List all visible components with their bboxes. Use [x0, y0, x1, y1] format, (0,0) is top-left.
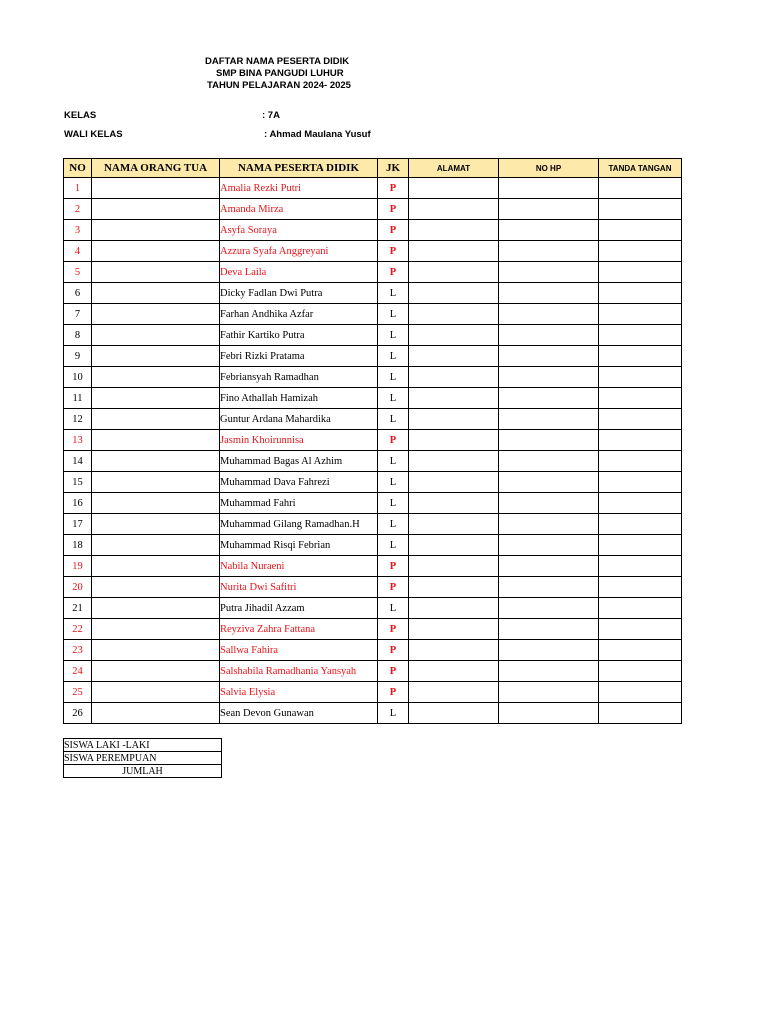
gender-cell: P [378, 556, 409, 577]
student-name-cell: Reyziva Zahra Fattana [220, 619, 378, 640]
gender-cell: P [378, 577, 409, 598]
document-title: DAFTAR NAMA PESERTA DIDIK [205, 56, 350, 67]
row-number: 20 [64, 577, 92, 598]
student-name-cell: Jasmin Khoirunnisa [220, 430, 378, 451]
signature-cell [599, 577, 682, 598]
parent-name-cell [92, 241, 220, 262]
address-cell [409, 535, 499, 556]
table-row [64, 682, 682, 703]
parent-name-cell [92, 703, 220, 724]
signature-cell [599, 556, 682, 577]
phone-cell [499, 199, 599, 220]
signature-cell [599, 661, 682, 682]
address-cell [409, 619, 499, 640]
phone-cell [499, 514, 599, 535]
phone-cell [499, 430, 599, 451]
gender-cell: P [378, 220, 409, 241]
address-cell [409, 661, 499, 682]
signature-cell [599, 472, 682, 493]
address-cell [409, 304, 499, 325]
row-number: 15 [64, 472, 92, 493]
row-number: 5 [64, 262, 92, 283]
column-header-gender: JK [378, 159, 409, 178]
student-name-cell: Salshabila Ramadhania Yansyah [220, 661, 378, 682]
row-number: 21 [64, 598, 92, 619]
address-cell [409, 241, 499, 262]
phone-cell [499, 577, 599, 598]
signature-cell [599, 703, 682, 724]
homeroom-teacher-label: WALI KELAS [64, 129, 123, 140]
row-number: 12 [64, 409, 92, 430]
signature-cell [599, 262, 682, 283]
summary-total-label: JUMLAH [64, 765, 222, 778]
phone-cell [499, 598, 599, 619]
row-number: 18 [64, 535, 92, 556]
table-row [64, 640, 682, 661]
phone-cell [499, 640, 599, 661]
parent-name-cell [92, 388, 220, 409]
row-number: 26 [64, 703, 92, 724]
summary-row-total [64, 765, 222, 778]
parent-name-cell [92, 451, 220, 472]
address-cell [409, 493, 499, 514]
address-cell [409, 199, 499, 220]
row-number: 17 [64, 514, 92, 535]
summary-row-female [64, 752, 222, 765]
signature-cell [599, 535, 682, 556]
student-name-cell: Febriansyah Ramadhan [220, 367, 378, 388]
table-row [64, 577, 682, 598]
parent-name-cell [92, 535, 220, 556]
row-number: 7 [64, 304, 92, 325]
table-row [64, 262, 682, 283]
academic-year: TAHUN PELAJARAN 2024- 2025 [207, 80, 351, 91]
parent-name-cell [92, 682, 220, 703]
gender-cell: L [378, 409, 409, 430]
signature-cell [599, 619, 682, 640]
student-name-cell: Muhammad Gilang Ramadhan.H [220, 514, 378, 535]
gender-cell: L [378, 703, 409, 724]
row-number: 13 [64, 430, 92, 451]
gender-cell: L [378, 451, 409, 472]
parent-name-cell [92, 220, 220, 241]
address-cell [409, 703, 499, 724]
row-number: 4 [64, 241, 92, 262]
parent-name-cell [92, 640, 220, 661]
gender-cell: P [378, 640, 409, 661]
table-row [64, 556, 682, 577]
summary-female-label: SISWA PEREMPUAN [64, 752, 222, 765]
signature-cell [599, 304, 682, 325]
signature-cell [599, 430, 682, 451]
parent-name-cell [92, 493, 220, 514]
student-name-cell: Sallwa Fahira [220, 640, 378, 661]
table-body [64, 178, 682, 724]
column-header-student-name: NAMA PESERTA DIDIK [220, 159, 378, 178]
student-name-cell: Muhammad Bagas Al Azhim [220, 451, 378, 472]
gender-cell: P [378, 430, 409, 451]
gender-cell: P [378, 619, 409, 640]
signature-cell [599, 640, 682, 661]
address-cell [409, 577, 499, 598]
student-name-cell: Farhan Andhika Azfar [220, 304, 378, 325]
student-name-cell: Dicky Fadlan Dwi Putra [220, 283, 378, 304]
student-name-cell: Fathir Kartiko Putra [220, 325, 378, 346]
phone-cell [499, 661, 599, 682]
column-header-signature: TANDA TANGAN [599, 159, 682, 178]
column-header-address: ALAMAT [409, 159, 499, 178]
parent-name-cell [92, 430, 220, 451]
address-cell [409, 178, 499, 199]
address-cell [409, 346, 499, 367]
row-number: 16 [64, 493, 92, 514]
student-name-cell: Amanda Mirza [220, 199, 378, 220]
phone-cell [499, 682, 599, 703]
row-number: 3 [64, 220, 92, 241]
row-number: 14 [64, 451, 92, 472]
row-number: 9 [64, 346, 92, 367]
signature-cell [599, 199, 682, 220]
student-name-cell: Muhammad Risqi Febrian [220, 535, 378, 556]
signature-cell [599, 514, 682, 535]
parent-name-cell [92, 409, 220, 430]
student-list-table [63, 158, 682, 724]
table-row [64, 703, 682, 724]
student-name-cell: Deva Laila [220, 262, 378, 283]
address-cell [409, 640, 499, 661]
address-cell [409, 283, 499, 304]
signature-cell [599, 178, 682, 199]
table-header-row [64, 159, 682, 178]
table-row [64, 346, 682, 367]
signature-cell [599, 325, 682, 346]
address-cell [409, 682, 499, 703]
table-row [64, 472, 682, 493]
table-row [64, 409, 682, 430]
gender-cell: L [378, 283, 409, 304]
student-name-cell: Putra Jihadil Azzam [220, 598, 378, 619]
parent-name-cell [92, 577, 220, 598]
gender-cell: L [378, 514, 409, 535]
student-name-cell: Muhammad Fahri [220, 493, 378, 514]
address-cell [409, 220, 499, 241]
student-name-cell: Amalia Rezki Putri [220, 178, 378, 199]
table-row [64, 199, 682, 220]
parent-name-cell [92, 472, 220, 493]
column-header-parent-name: NAMA ORANG TUA [92, 159, 220, 178]
parent-name-cell [92, 619, 220, 640]
signature-cell [599, 367, 682, 388]
signature-cell [599, 493, 682, 514]
address-cell [409, 388, 499, 409]
table-row [64, 283, 682, 304]
address-cell [409, 598, 499, 619]
signature-cell [599, 346, 682, 367]
student-name-cell: Nurita Dwi Safitri [220, 577, 378, 598]
student-name-cell: Salvia Elysia [220, 682, 378, 703]
phone-cell [499, 409, 599, 430]
phone-cell [499, 388, 599, 409]
table-row [64, 598, 682, 619]
signature-cell [599, 241, 682, 262]
address-cell [409, 451, 499, 472]
student-name-cell: Muhammad Dava Fahrezi [220, 472, 378, 493]
table-row [64, 430, 682, 451]
signature-cell [599, 388, 682, 409]
parent-name-cell [92, 283, 220, 304]
gender-cell: L [378, 304, 409, 325]
column-header-no: NO [64, 159, 92, 178]
row-number: 22 [64, 619, 92, 640]
class-label: KELAS [64, 110, 97, 121]
row-number: 19 [64, 556, 92, 577]
student-name-cell: Fino Athallah Hamizah [220, 388, 378, 409]
gender-cell: L [378, 346, 409, 367]
address-cell [409, 325, 499, 346]
gender-cell: L [378, 388, 409, 409]
student-name-cell: Febri Rizki Pratama [220, 346, 378, 367]
phone-cell [499, 283, 599, 304]
homeroom-teacher-value: : Ahmad Maulana Yusuf [264, 129, 371, 140]
table-row [64, 493, 682, 514]
table-row [64, 220, 682, 241]
gender-cell: L [378, 367, 409, 388]
gender-cell: P [378, 241, 409, 262]
signature-cell [599, 283, 682, 304]
table-row [64, 325, 682, 346]
table-row [64, 661, 682, 682]
phone-cell [499, 619, 599, 640]
phone-cell [499, 472, 599, 493]
table-row [64, 619, 682, 640]
phone-cell [499, 535, 599, 556]
signature-cell [599, 598, 682, 619]
phone-cell [499, 304, 599, 325]
table-row [64, 241, 682, 262]
parent-name-cell [92, 598, 220, 619]
row-number: 8 [64, 325, 92, 346]
phone-cell [499, 262, 599, 283]
summary-male-label: SISWA LAKI -LAKI [64, 739, 222, 752]
gender-cell: L [378, 598, 409, 619]
parent-name-cell [92, 199, 220, 220]
table-row [64, 451, 682, 472]
table-row [64, 514, 682, 535]
row-number: 6 [64, 283, 92, 304]
phone-cell [499, 241, 599, 262]
parent-name-cell [92, 178, 220, 199]
student-name-cell: Nabila Nuraeni [220, 556, 378, 577]
parent-name-cell [92, 346, 220, 367]
student-name-cell: Sean Devon Gunawan [220, 703, 378, 724]
address-cell [409, 367, 499, 388]
gender-cell: P [378, 262, 409, 283]
table-row [64, 367, 682, 388]
table-row [64, 388, 682, 409]
address-cell [409, 409, 499, 430]
student-name-cell: Asyfa Soraya [220, 220, 378, 241]
phone-cell [499, 367, 599, 388]
column-header-phone: NO HP [499, 159, 599, 178]
row-number: 10 [64, 367, 92, 388]
row-number: 25 [64, 682, 92, 703]
parent-name-cell [92, 661, 220, 682]
class-value: : 7A [262, 110, 280, 121]
summary-table [63, 738, 222, 778]
phone-cell [499, 178, 599, 199]
gender-cell: L [378, 472, 409, 493]
gender-cell: L [378, 325, 409, 346]
gender-cell: P [378, 199, 409, 220]
gender-cell: P [378, 661, 409, 682]
student-name-cell: Azzura Syafa Anggreyani [220, 241, 378, 262]
school-name: SMP BINA PANGUDI LUHUR [216, 68, 344, 79]
table-row [64, 304, 682, 325]
address-cell [409, 472, 499, 493]
parent-name-cell [92, 325, 220, 346]
parent-name-cell [92, 556, 220, 577]
row-number: 1 [64, 178, 92, 199]
phone-cell [499, 493, 599, 514]
summary-row-male [64, 739, 222, 752]
signature-cell [599, 220, 682, 241]
row-number: 2 [64, 199, 92, 220]
address-cell [409, 514, 499, 535]
row-number: 23 [64, 640, 92, 661]
phone-cell [499, 220, 599, 241]
phone-cell [499, 346, 599, 367]
address-cell [409, 430, 499, 451]
parent-name-cell [92, 367, 220, 388]
parent-name-cell [92, 262, 220, 283]
signature-cell [599, 682, 682, 703]
address-cell [409, 262, 499, 283]
phone-cell [499, 451, 599, 472]
signature-cell [599, 451, 682, 472]
parent-name-cell [92, 304, 220, 325]
table-row [64, 178, 682, 199]
gender-cell: L [378, 535, 409, 556]
phone-cell [499, 703, 599, 724]
student-name-cell: Guntur Ardana Mahardika [220, 409, 378, 430]
phone-cell [499, 556, 599, 577]
gender-cell: P [378, 682, 409, 703]
table-row [64, 535, 682, 556]
phone-cell [499, 325, 599, 346]
signature-cell [599, 409, 682, 430]
row-number: 11 [64, 388, 92, 409]
parent-name-cell [92, 514, 220, 535]
address-cell [409, 556, 499, 577]
gender-cell: P [378, 178, 409, 199]
gender-cell: L [378, 493, 409, 514]
row-number: 24 [64, 661, 92, 682]
